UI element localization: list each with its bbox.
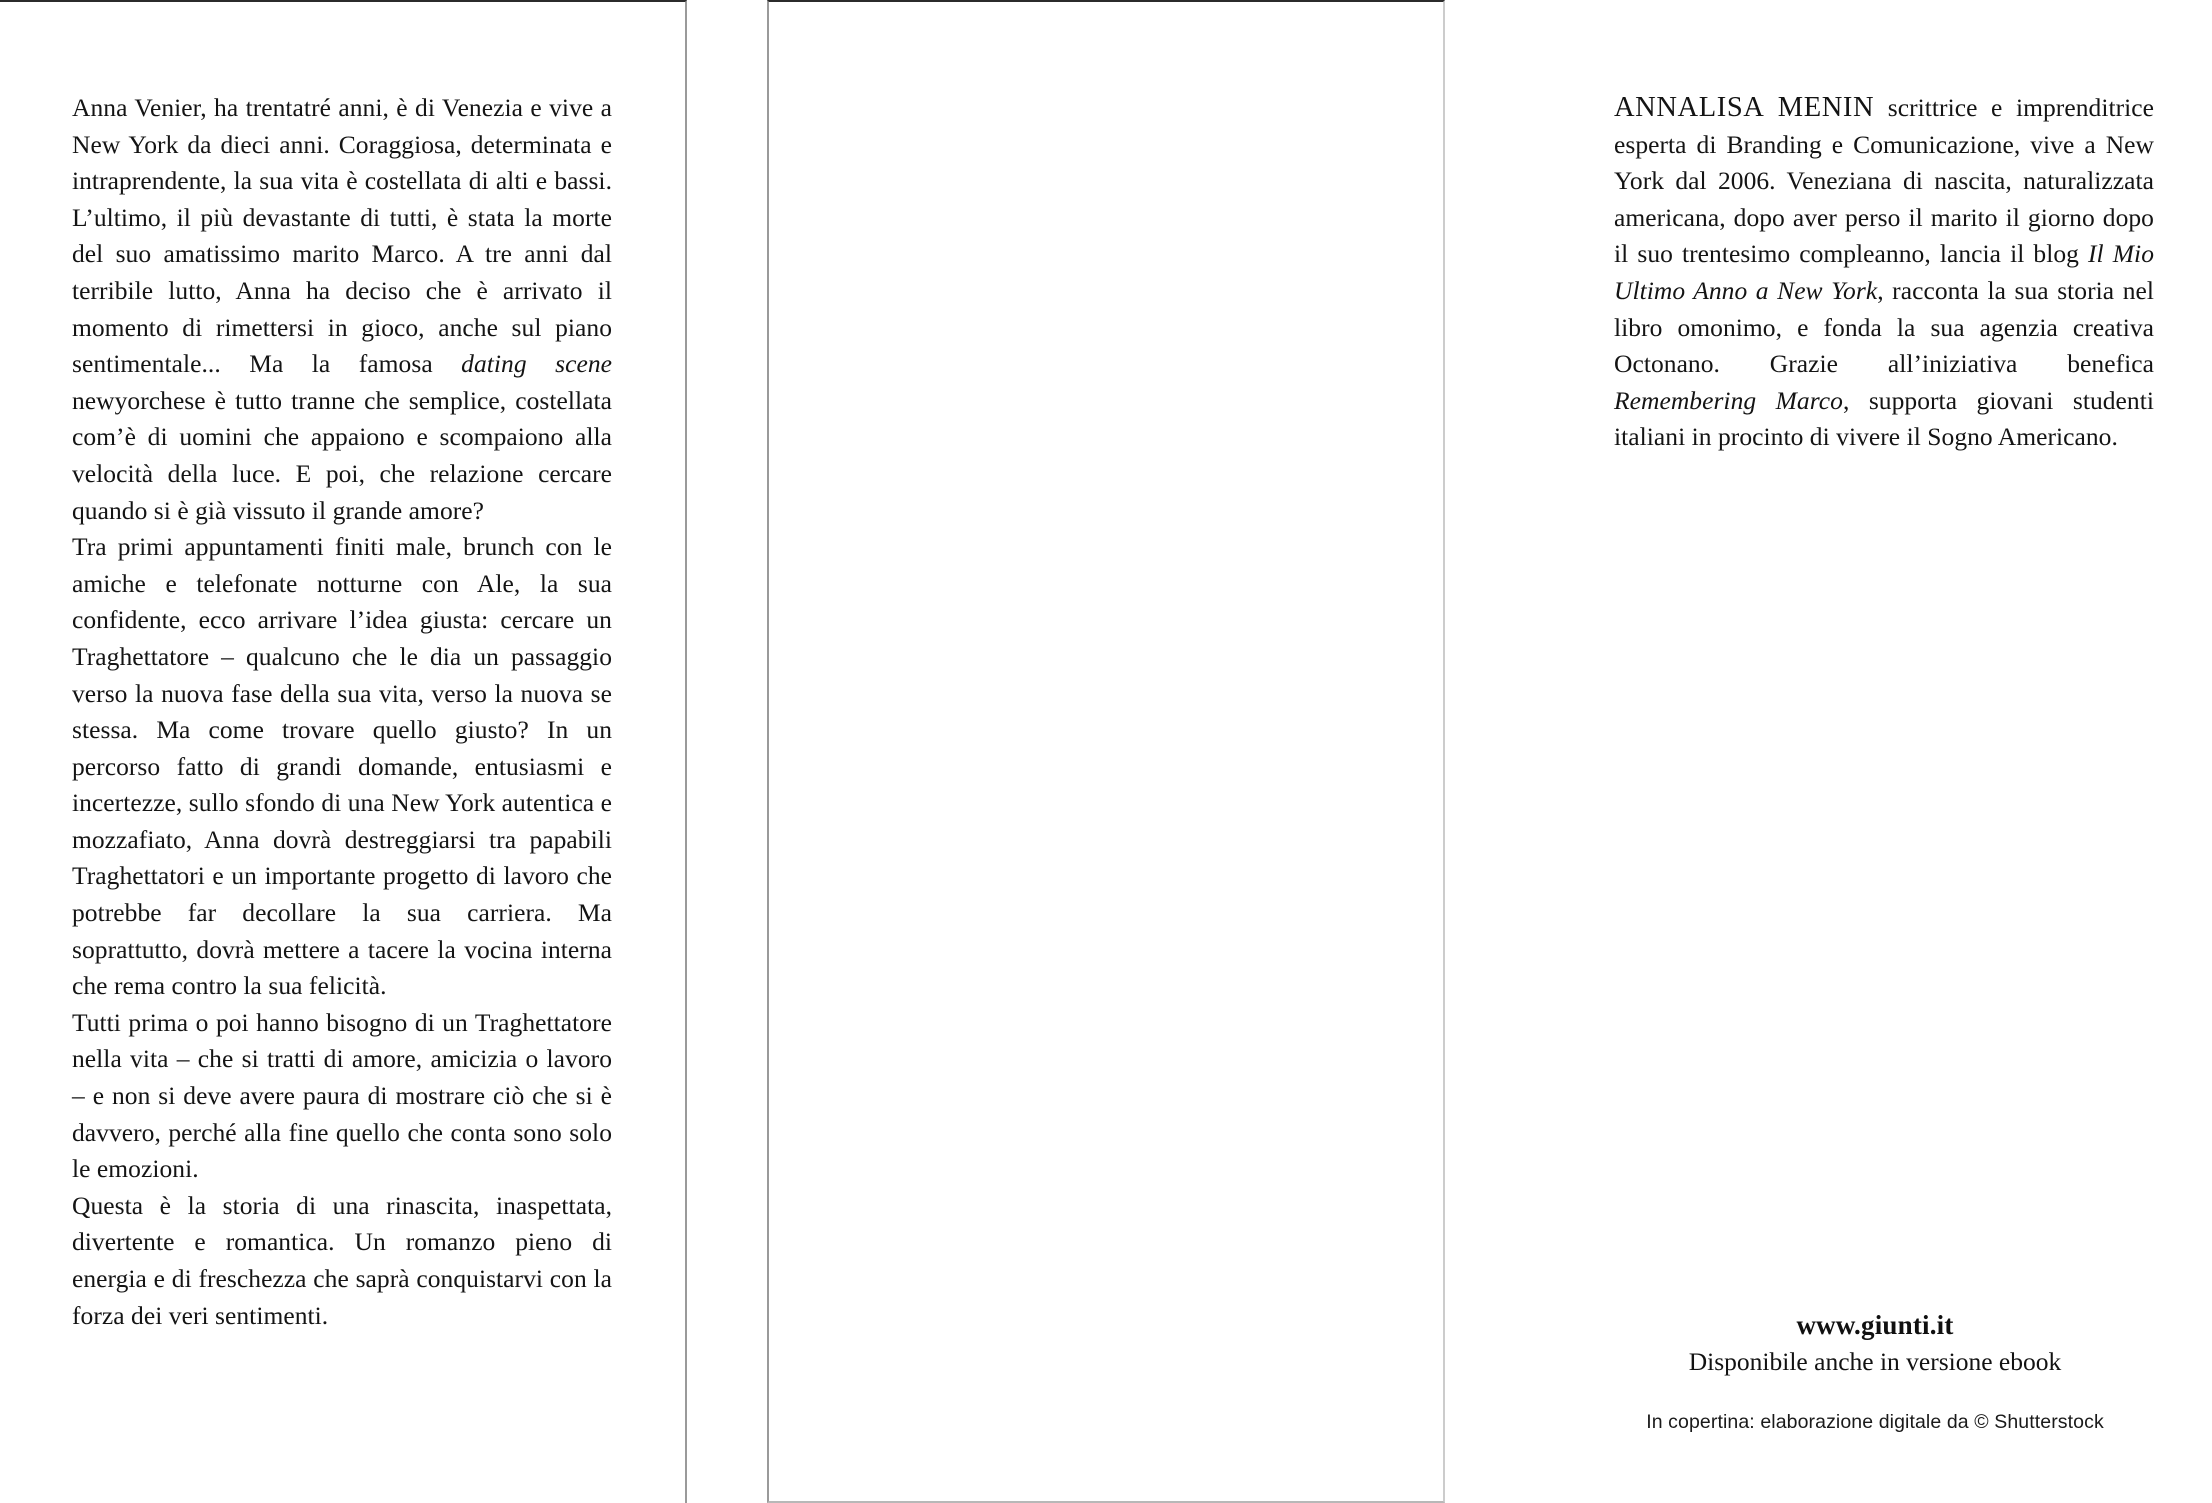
body-text-run: Anna Venier, ha trentatré anni, è di Venezia e vive a New York da dieci anni. Coraggiosa, determinata e intraprendente, la sua vita è costellata di alti e bassi. L’ultimo, il più devastante di tutti, è stata la morte del suo amatissimo marito Marco. A tre anni dal terribile lutto, Anna ha deciso che è arrivato il momento di rimettersi in gioco, anche sul piano sentimentale... Ma la famosa	[72, 93, 612, 379]
emphasised-title: dating scene	[461, 349, 612, 379]
blurb-paragraph	[72, 90, 612, 529]
blurb-paragraph	[72, 1005, 612, 1188]
author-bio-paragraph	[1614, 90, 2154, 456]
emphasised-title: Remembering Marco	[1614, 385, 1843, 415]
body-text-run: , supporta giovani studenti italiani in procinto di vivere il Sogno Americano.	[1614, 385, 2154, 452]
publisher-footer	[1538, 1307, 2212, 1435]
body-text-run: Tutti prima o poi hanno bisogno di un Traghettatore nella vita – che si tratti di amore, amicizia o lavoro – e non si deve avere paura di mostrare ciò che si è davvero, perché alla fine quello che conta sono solo le emozioni.	[72, 1007, 612, 1184]
body-text-run: newyorchese è tutto tranne che semplice, costellata com’è di uomini che appaiono e scompaiono alla velocità della luce. E poi, che relazione cercare quando si è già vissuto il grande amore?	[72, 385, 612, 525]
panel-gutter	[687, 0, 767, 1503]
ebook-availability-note: Disponibile anche in versione ebook	[1688, 1347, 2062, 1376]
author-name: ANNALISA MENIN	[1614, 92, 1875, 123]
body-text-run: Tra primi appuntamenti finiti male, brunch con le amiche e telefonate notturne con Ale, la sua confidente, ecco arrivare l’idea giusta: cercare un Traghettatore – qualcuno che le dia un passaggio verso la nuova fase della sua vita, verso la nuova se stessa. Ma come trovare quello giusto? In un percorso fatto di grandi domande, entusiasmi e incertezze, sullo sfondo di una New York autentica e mozzafiato, Anna dovrà destreggiarsi tra papabili Traghettatori e un importante progetto di lavoro che potrebbe far decollare la sua carriera. Ma soprattutto, dovrà mettere a tacere la vocina interna che rema contro la sua felicità.	[72, 532, 612, 1001]
blurb-paragraph	[72, 529, 612, 1005]
body-text-run: , racconta la sua storia nel libro omonimo, e fonda la sua agenzia creativa Octonano. Grazie all’iniziativa benefica	[1614, 275, 2155, 379]
cover-image-credit: In copertina: elaborazione digitale da © Shutterstock	[1646, 1411, 2104, 1433]
blurb-text-block	[72, 90, 612, 1334]
back-cover-blurb-panel	[0, 0, 687, 1503]
blurb-paragraph	[72, 1188, 612, 1334]
publisher-website[interactable]: www.giunti.it	[1796, 1310, 1954, 1340]
emphasised-title: Il Mio Ultimo Anno a New York	[1614, 239, 2154, 305]
author-bio-panel	[767, 0, 2155, 1503]
author-bio-body	[1614, 93, 2154, 451]
body-text-run: scrittrice e imprenditrice esperta di Branding e Comunicazione, vive a New York dal 2006. Veneziana di nascita, naturalizzata americana, dopo aver perso il marito il giorno dopo il suo trentesimo compleanno, lancia il blog	[1614, 93, 2154, 269]
body-text-run: Questa è la storia di una rinascita, inaspettata, divertente e romantica. Un romanzo pieno di energia e di freschezza che saprà conquistarvi con la forza dei veri sentimenti.	[72, 1190, 612, 1330]
author-bio-text-block	[1614, 90, 2154, 456]
